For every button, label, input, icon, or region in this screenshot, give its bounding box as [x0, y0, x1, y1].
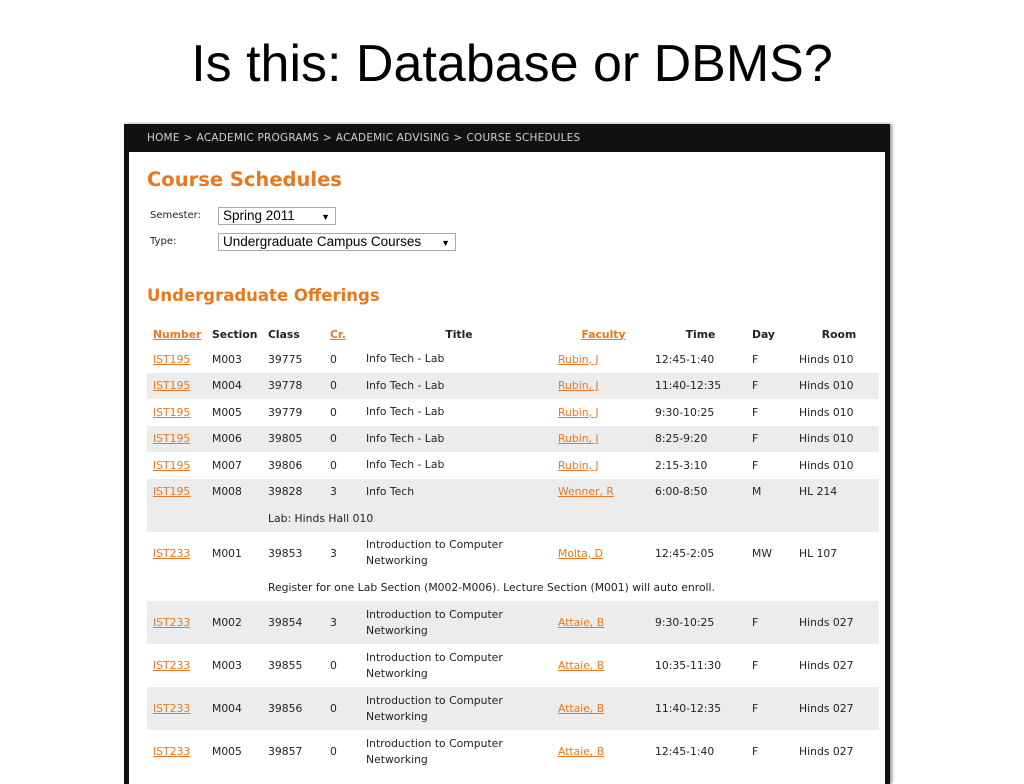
cell-room: Hinds 027	[799, 659, 854, 672]
type-select[interactable]	[218, 233, 456, 251]
sort-cr-link[interactable]: Cr.	[330, 327, 346, 341]
cell-faculty	[552, 452, 649, 479]
course-table	[147, 322, 879, 773]
table-row	[147, 373, 879, 400]
semester-select-value: Spring 2011	[223, 208, 295, 223]
cell-number	[147, 532, 206, 575]
cell-cr: 0	[330, 405, 337, 419]
cell-section: M005	[212, 745, 242, 758]
cell-room: Hinds 010	[799, 352, 854, 366]
faculty-link[interactable]: Attaie, B	[558, 659, 605, 672]
cell-room: HL 214	[793, 479, 879, 506]
cell-time: 9:30-10:25	[655, 405, 715, 419]
table-row	[147, 452, 879, 479]
course-number-link[interactable]: IST233	[153, 745, 191, 758]
cell-faculty	[552, 687, 649, 730]
cell-cr: 0	[330, 352, 337, 366]
cell-section: M003	[212, 352, 242, 366]
faculty-link[interactable]: Attaie, B	[558, 745, 605, 758]
cell-cr: 0	[330, 458, 337, 472]
cell-section: M002	[206, 601, 262, 644]
course-number-link[interactable]: IST195	[153, 352, 191, 366]
faculty-link[interactable]: Wenner, R	[558, 485, 614, 499]
cell-time: 6:00-8:50	[649, 479, 746, 506]
cell-day: F	[746, 687, 793, 730]
cell-number	[147, 644, 206, 687]
cell-cr: 0	[324, 687, 360, 730]
cell-day: F	[746, 373, 793, 400]
cell-title: Info Tech - Lab	[366, 405, 445, 419]
cell-class: 39854	[262, 601, 324, 644]
table-row	[147, 644, 879, 687]
cell-faculty	[552, 601, 649, 644]
table-note-row	[147, 505, 879, 532]
col-cr-header[interactable]	[324, 322, 360, 346]
cell-class: 39828	[262, 479, 324, 506]
cell-faculty	[552, 399, 649, 426]
col-room-header: Room	[821, 327, 857, 341]
faculty-link[interactable]: Attaie, B	[558, 702, 605, 715]
cell-section: M004	[206, 687, 262, 730]
semester-row	[150, 210, 217, 221]
cell-room: Hinds 010	[793, 373, 879, 400]
cell-title: Info Tech - Lab	[360, 373, 552, 400]
cell-number	[147, 479, 206, 506]
table-header-row	[147, 322, 879, 346]
sort-number-link[interactable]: Number	[153, 327, 202, 341]
row-note: Lab: Hinds Hall 010	[262, 505, 879, 532]
page-title: Course Schedules	[147, 168, 342, 191]
table-row	[147, 730, 879, 773]
col-day-header: Day	[752, 327, 775, 341]
cell-time: 9:30-10:25	[649, 601, 746, 644]
cell-faculty	[552, 426, 649, 453]
type-label: Type:	[150, 236, 177, 247]
cell-cr: 0	[324, 373, 360, 400]
cell-class: 39855	[268, 659, 303, 672]
cell-number	[147, 452, 206, 479]
cell-cr: 3	[330, 546, 337, 560]
cell-cr: 0	[330, 745, 337, 758]
cell-faculty	[552, 532, 649, 575]
cell-class: 39853	[268, 546, 303, 560]
cell-section: M006	[206, 426, 262, 453]
cell-title: Introduction to Computer Networking	[360, 601, 552, 644]
cell-class: 39778	[262, 373, 324, 400]
cell-cr: 0	[324, 426, 360, 453]
sort-faculty-link[interactable]: Faculty	[581, 327, 626, 341]
cell-room: Hinds 027	[793, 601, 879, 644]
cell-section: M004	[206, 373, 262, 400]
type-select-value: Undergraduate Campus Courses	[223, 234, 422, 249]
cell-title: Info Tech - Lab	[366, 352, 445, 366]
cell-title: Info Tech - Lab	[366, 458, 445, 472]
cell-time: 12:45-2:05	[655, 546, 715, 560]
note-spacer	[147, 505, 262, 532]
note-spacer	[147, 575, 262, 602]
cell-number	[147, 730, 206, 773]
semester-select[interactable]	[218, 207, 336, 225]
course-number-link[interactable]: IST195	[153, 432, 191, 446]
cell-room: Hinds 010	[799, 405, 854, 419]
semester-label: Semester:	[150, 210, 201, 221]
type-row	[150, 236, 217, 247]
faculty-link[interactable]: Rubin, J	[558, 458, 599, 472]
cell-day: MW	[752, 546, 772, 560]
cell-day: F	[746, 426, 793, 453]
cell-class: 39779	[268, 405, 303, 419]
table-row	[147, 479, 879, 506]
faculty-link[interactable]: Molta, D	[558, 546, 603, 560]
table-row	[147, 399, 879, 426]
cell-day: F	[752, 458, 759, 472]
cell-class: 39775	[268, 352, 303, 366]
course-number-link[interactable]: IST195	[153, 405, 191, 419]
breadcrumb-home[interactable]: HOME	[147, 132, 180, 144]
cell-time: 11:40-12:35	[649, 687, 746, 730]
cell-title: Introduction to Computer Networking	[366, 538, 503, 567]
cell-day: F	[752, 659, 759, 672]
breadcrumb-course-schedules: COURSE SCHEDULES	[466, 132, 581, 144]
course-number-link[interactable]: IST233	[153, 702, 191, 715]
cell-faculty	[552, 479, 649, 506]
table-row	[147, 426, 879, 453]
table-body	[147, 346, 879, 773]
course-number-link[interactable]: IST233	[153, 616, 191, 629]
cell-title: Introduction to Computer Networking	[366, 650, 503, 680]
breadcrumb-separator: >	[453, 132, 463, 144]
course-number-link[interactable]: IST195	[153, 485, 191, 499]
cell-section: M001	[212, 546, 242, 560]
cell-room: HL 107	[799, 546, 838, 560]
course-number-link[interactable]: IST233	[153, 659, 191, 672]
breadcrumb-separator: >	[322, 132, 332, 144]
course-number-link[interactable]: IST195	[153, 458, 191, 472]
cell-room: Hinds 027	[793, 687, 879, 730]
row-note: Register for one Lab Section (M002-M006). Lecture Section (M001) will auto enroll.	[268, 581, 715, 595]
cell-time: 2:15-3:10	[655, 458, 708, 472]
cell-time: 11:40-12:35	[649, 373, 746, 400]
course-number-link[interactable]: IST233	[153, 546, 191, 560]
table-row	[147, 346, 879, 373]
cell-time: 12:45-1:40	[655, 352, 715, 366]
offerings-heading: Undergraduate Offerings	[147, 286, 380, 305]
cell-class: 39806	[268, 458, 303, 472]
cell-section: M008	[206, 479, 262, 506]
col-class-header: Class	[268, 327, 300, 341]
cell-number	[147, 399, 206, 426]
breadcrumb-separator: >	[183, 132, 193, 144]
cell-title: Introduction to Computer Networking	[360, 687, 552, 730]
cell-number	[147, 601, 206, 644]
col-section-header: Section	[212, 327, 258, 341]
cell-day: M	[746, 479, 793, 506]
cell-day: F	[752, 405, 759, 419]
cell-number	[147, 426, 206, 453]
cell-class: 39857	[268, 745, 303, 758]
cell-faculty	[552, 346, 649, 373]
cell-faculty	[552, 373, 649, 400]
col-number-header[interactable]	[147, 322, 206, 346]
chevron-down-icon: ▼	[441, 238, 450, 248]
breadcrumb	[129, 124, 885, 152]
faculty-link[interactable]: Rubin, J	[558, 379, 599, 393]
cell-number	[147, 687, 206, 730]
cell-day: F	[752, 352, 759, 366]
cell-section: M003	[212, 659, 242, 672]
faculty-link[interactable]: Attaie, B	[558, 616, 605, 629]
col-faculty-header[interactable]	[552, 322, 649, 346]
cell-time: 10:35-11:30	[655, 659, 722, 672]
chevron-down-icon: ▼	[321, 212, 330, 222]
col-title-header: Title	[445, 327, 473, 341]
table-row	[147, 601, 879, 644]
cell-faculty	[552, 730, 649, 773]
cell-title: Introduction to Computer Networking	[366, 736, 503, 766]
cell-title: Info Tech	[360, 479, 552, 506]
cell-section: M005	[212, 405, 242, 419]
screenshot-panel	[124, 124, 890, 784]
cell-room: Hinds 010	[799, 458, 854, 472]
cell-cr: 3	[324, 601, 360, 644]
table-note-row	[147, 575, 879, 602]
faculty-link[interactable]: Rubin, J	[558, 352, 599, 366]
table-row	[147, 687, 879, 730]
faculty-link[interactable]: Rubin, J	[558, 432, 599, 446]
cell-day: F	[746, 601, 793, 644]
course-number-link[interactable]: IST195	[153, 379, 191, 393]
cell-class: 39856	[262, 687, 324, 730]
cell-faculty	[552, 644, 649, 687]
cell-time: 8:25-9:20	[649, 426, 746, 453]
cell-title: Info Tech - Lab	[360, 426, 552, 453]
cell-number	[147, 373, 206, 400]
cell-number	[147, 346, 206, 373]
slide-title: Is this: Database or DBMS?	[191, 35, 833, 93]
col-time-header: Time	[685, 327, 716, 341]
cell-cr: 0	[330, 659, 337, 672]
cell-cr: 3	[324, 479, 360, 506]
cell-section: M007	[212, 458, 242, 472]
cell-day: F	[752, 745, 759, 758]
table-row	[147, 532, 879, 575]
cell-time: 12:45-1:40	[655, 745, 715, 758]
faculty-link[interactable]: Rubin, J	[558, 405, 599, 419]
cell-room: Hinds 027	[799, 745, 854, 758]
breadcrumb-academic-advising[interactable]: ACADEMIC ADVISING	[335, 132, 450, 144]
cell-class: 39805	[262, 426, 324, 453]
cell-room: Hinds 010	[793, 426, 879, 453]
breadcrumb-academic-programs[interactable]: ACADEMIC PROGRAMS	[196, 132, 319, 144]
